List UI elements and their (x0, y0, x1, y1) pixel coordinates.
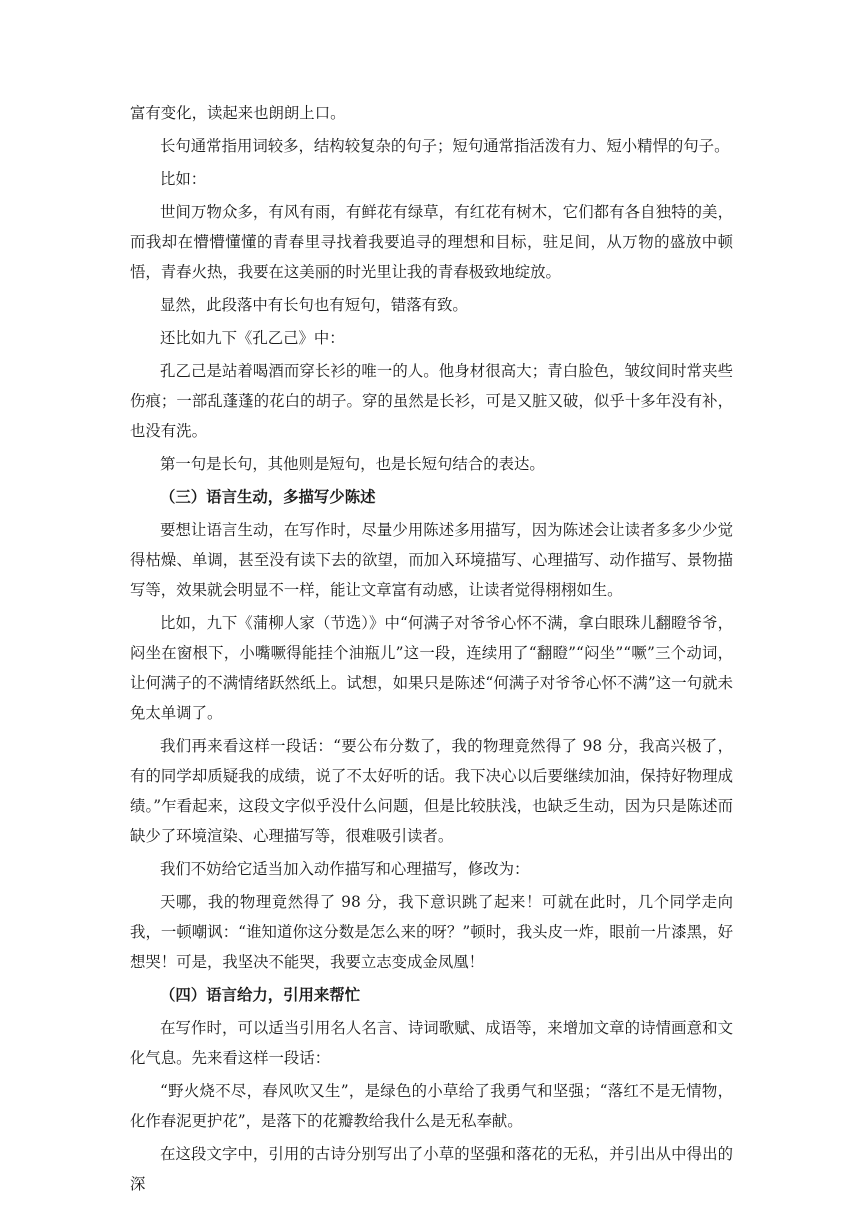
paragraph-7: 孔乙己是站着喝酒而穿长衫的唯一的人。他身材很高大；青白脸色，皱纹间时常夹些伤痕；一部乱蓬蓬的花白的胡子。穿的虽然是长衫，可是又脏又破，似乎十多年没有补，也没有洗。 (130, 362, 733, 440)
paragraph-2: 长句通常指用词较多，结构较复杂的句子；短句通常指活泼有力、短小精悍的句子。 (160, 137, 730, 155)
paragraph-8: 第一句是长句，其他则是短句，也是长短句结合的表达。 (160, 455, 545, 473)
paragraph-3: 比如： (160, 170, 207, 188)
paragraph-16: 在这段文字中，引用的古诗分别写出了小草的坚强和落花的无私，并引出从中得出的深 (130, 1145, 733, 1193)
paragraph-14: 在写作时，可以适当引用名人名言、诗词歌赋、成语等，来增加文章的诗情画意和文化气息。先来看这样一段话： (130, 1019, 733, 1067)
document-body (130, 98, 733, 1202)
section-heading-4: （四）语言给力，引用来帮忙 (160, 986, 361, 1004)
paragraph-15: “野火烧不尽，春风吹又生”，是绿色的小草给了我勇气和坚强；“落红不是无情物，化作春泥更护花”，是落下的花瓣教给我什么是无私奉献。 (130, 1082, 733, 1130)
paragraph-1: 富有变化，读起来也朗朗上口。 (130, 104, 346, 122)
paragraph-11: 我们再来看这样一段话：“要公布分数了，我的物理竟然得了 98 分，我高兴极了，有的同学却质疑我的成绩，说了不太好听的话。我下决心以后要继续加油，保持好物理成绩。”乍看起来，这段文字似乎没什么问题，但是比较肤浅，也缺乏生动，因为只是陈述而缺少了环境渲染、心理描写等，很难吸引读者。 (130, 737, 733, 845)
section-heading-3: （三）语言生动，多描写少陈述 (160, 488, 376, 506)
paragraph-5: 显然，此段落中有长句也有短句，错落有致。 (160, 296, 468, 314)
paragraph-13: 天哪，我的物理竟然得了 98 分，我下意识跳了起来！可就在此时，几个同学走向我，一顿嘲讽：“谁知道你这分数是怎么来的呀？”顿时，我头皮一炸，眼前一片漆黑，好想哭！可是，我坚决不能哭，我要立志变成金凤凰！ (130, 893, 733, 971)
paragraph-4: 世间万物众多，有风有雨，有鲜花有绿草，有红花有树木，它们都有各自独特的美，而我却在懵懵懂懂的青春里寻找着我要追寻的理想和目标，驻足间，从万物的盛放中顿悟，青春火热，我要在这美丽的时光里让我的青春极致地绽放。 (130, 203, 733, 281)
paragraph-12: 我们不妨给它适当加入动作描写和心理描写，修改为： (160, 860, 530, 878)
paragraph-10: 比如，九下《蒲柳人家（节选）》中“何满子对爷爷心怀不满，拿白眼珠儿翻瞪爷爷，闷坐在窗根下，小嘴噘得能挂个油瓶儿”这一段，连续用了“翻瞪”“闷坐”“噘”三个动词，让何满子的不满情绪跃然纸上。试想，如果只是陈述“何满子对爷爷心怀不满”这一句就未免太单调了。 (130, 614, 733, 722)
paragraph-6: 还比如九下《孔乙己》中： (160, 329, 345, 347)
paragraph-9: 要想让语言生动，在写作时，尽量少用陈述多用描写，因为陈述会让读者多多少少觉得枯燥、单调，甚至没有读下去的欲望，而加入环境描写、心理描写、动作描写、景物描写等，效果就会明显不一样，能让文章富有动感，让读者觉得栩栩如生。 (130, 521, 733, 599)
